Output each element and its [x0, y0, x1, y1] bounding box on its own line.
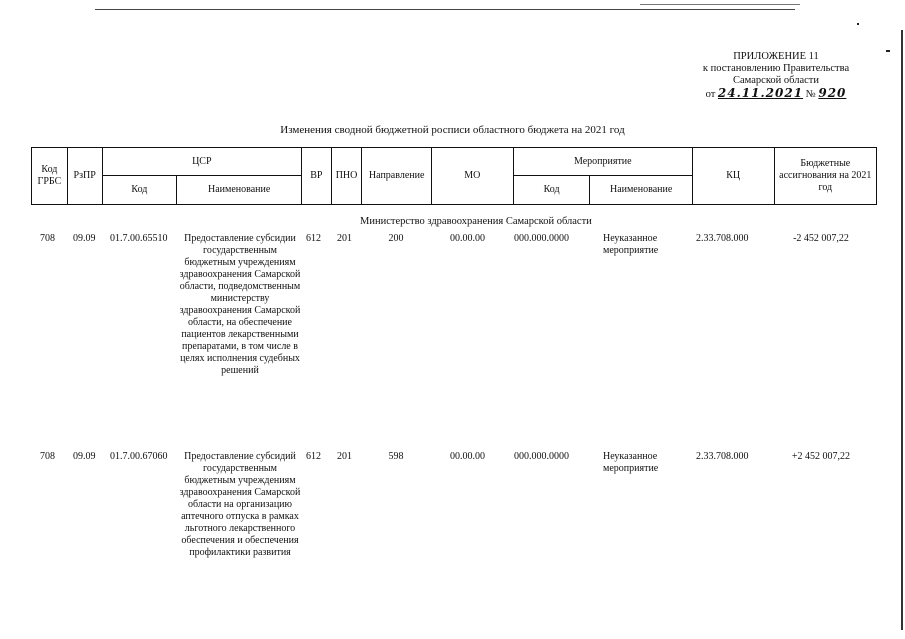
cell-kc: 2.33.708.000	[696, 451, 749, 462]
header-grbs: Код ГРБС	[32, 148, 68, 205]
annex-title: ПРИЛОЖЕНИЕ 11	[733, 51, 819, 62]
cell-event-name: Неуказанное мероприятие	[603, 233, 659, 256]
document-title: Изменения сводной бюджетной росписи областного бюджета на 2021 год	[280, 124, 625, 136]
cell-rzpr: 09.09	[73, 233, 96, 244]
cell-event-code: 000.000.0000	[514, 233, 569, 244]
cell-vr: 612	[306, 451, 321, 462]
header-event-code: Код	[513, 176, 590, 205]
cell-direction: 598	[388, 451, 404, 462]
cell-pno: 201	[337, 451, 352, 462]
header-csr-code: Код	[102, 176, 177, 205]
cell-csr-name: Предоставление субсидии государственным бюджетным учреждениям здравоохранения Самарской области, подведомственным министерству здравоохранения Самарской области, на обеспечение пациентов лекарственными препаратами, в том числе в целях исполнения судебных решений	[179, 233, 301, 376]
scan-edge	[901, 30, 903, 630]
annex-line-1: к постановлению Правительства	[702, 63, 850, 74]
annex-block	[690, 51, 862, 101]
header-allocations: Бюджетные ассигнования на 2021 год	[774, 148, 876, 205]
cell-rzpr: 09.09	[73, 451, 96, 462]
cell-vr: 612	[306, 233, 321, 244]
cell-grbs: 708	[40, 233, 55, 244]
ministry-heading: Министерство здравоохранения Самарской области	[360, 216, 592, 227]
annex-line-2: Самарской области	[733, 75, 819, 86]
cell-kc: 2.33.708.000	[696, 233, 749, 244]
cell-csr-name: Предоставление субсидий государственным бюджетным учреждениям здравоохранения Самарской области на организацию аптечного отпуска в рамках льготного лекарственного обеспечения и обеспечения профилактики развития	[179, 451, 301, 558]
cell-csr-code: 01.7.00.65510	[110, 233, 168, 244]
header-rzpr: РзПР	[67, 148, 102, 205]
cell-mo: 00.00.00	[450, 233, 485, 244]
cell-event-code: 000.000.0000	[514, 451, 569, 462]
cell-pno: 201	[337, 233, 352, 244]
number-prefix: №	[805, 89, 816, 100]
handwritten-number: 920	[818, 86, 847, 100]
header-csr-name: Наименование	[177, 176, 302, 205]
scan-speck	[857, 23, 859, 25]
scan-artifact-line	[95, 9, 795, 10]
header-csr: ЦСР	[102, 148, 301, 176]
header-direction: Направление	[362, 148, 432, 205]
header-kc: КЦ	[692, 148, 774, 205]
date-prefix: от	[705, 89, 716, 100]
header-mo: МО	[431, 148, 513, 205]
budget-table-header	[31, 147, 877, 205]
header-event: Мероприятие	[513, 148, 692, 176]
header-vr: ВР	[302, 148, 332, 205]
annex-date-line	[690, 87, 862, 101]
cell-event-name: Неуказанное мероприятие	[603, 451, 659, 474]
handwritten-date: 24.11.2021	[717, 86, 804, 100]
scan-artifact-line	[640, 4, 800, 5]
header-pno: ПНО	[331, 148, 362, 205]
cell-amount: +2 452 007,22	[791, 451, 851, 462]
cell-grbs: 708	[40, 451, 55, 462]
cell-amount: -2 452 007,22	[793, 233, 849, 244]
scan-speck	[886, 50, 890, 52]
cell-csr-code: 01.7.00.67060	[110, 451, 168, 462]
cell-mo: 00.00.00	[450, 451, 485, 462]
header-event-name: Наименование	[590, 176, 692, 205]
cell-direction: 200	[388, 233, 404, 244]
